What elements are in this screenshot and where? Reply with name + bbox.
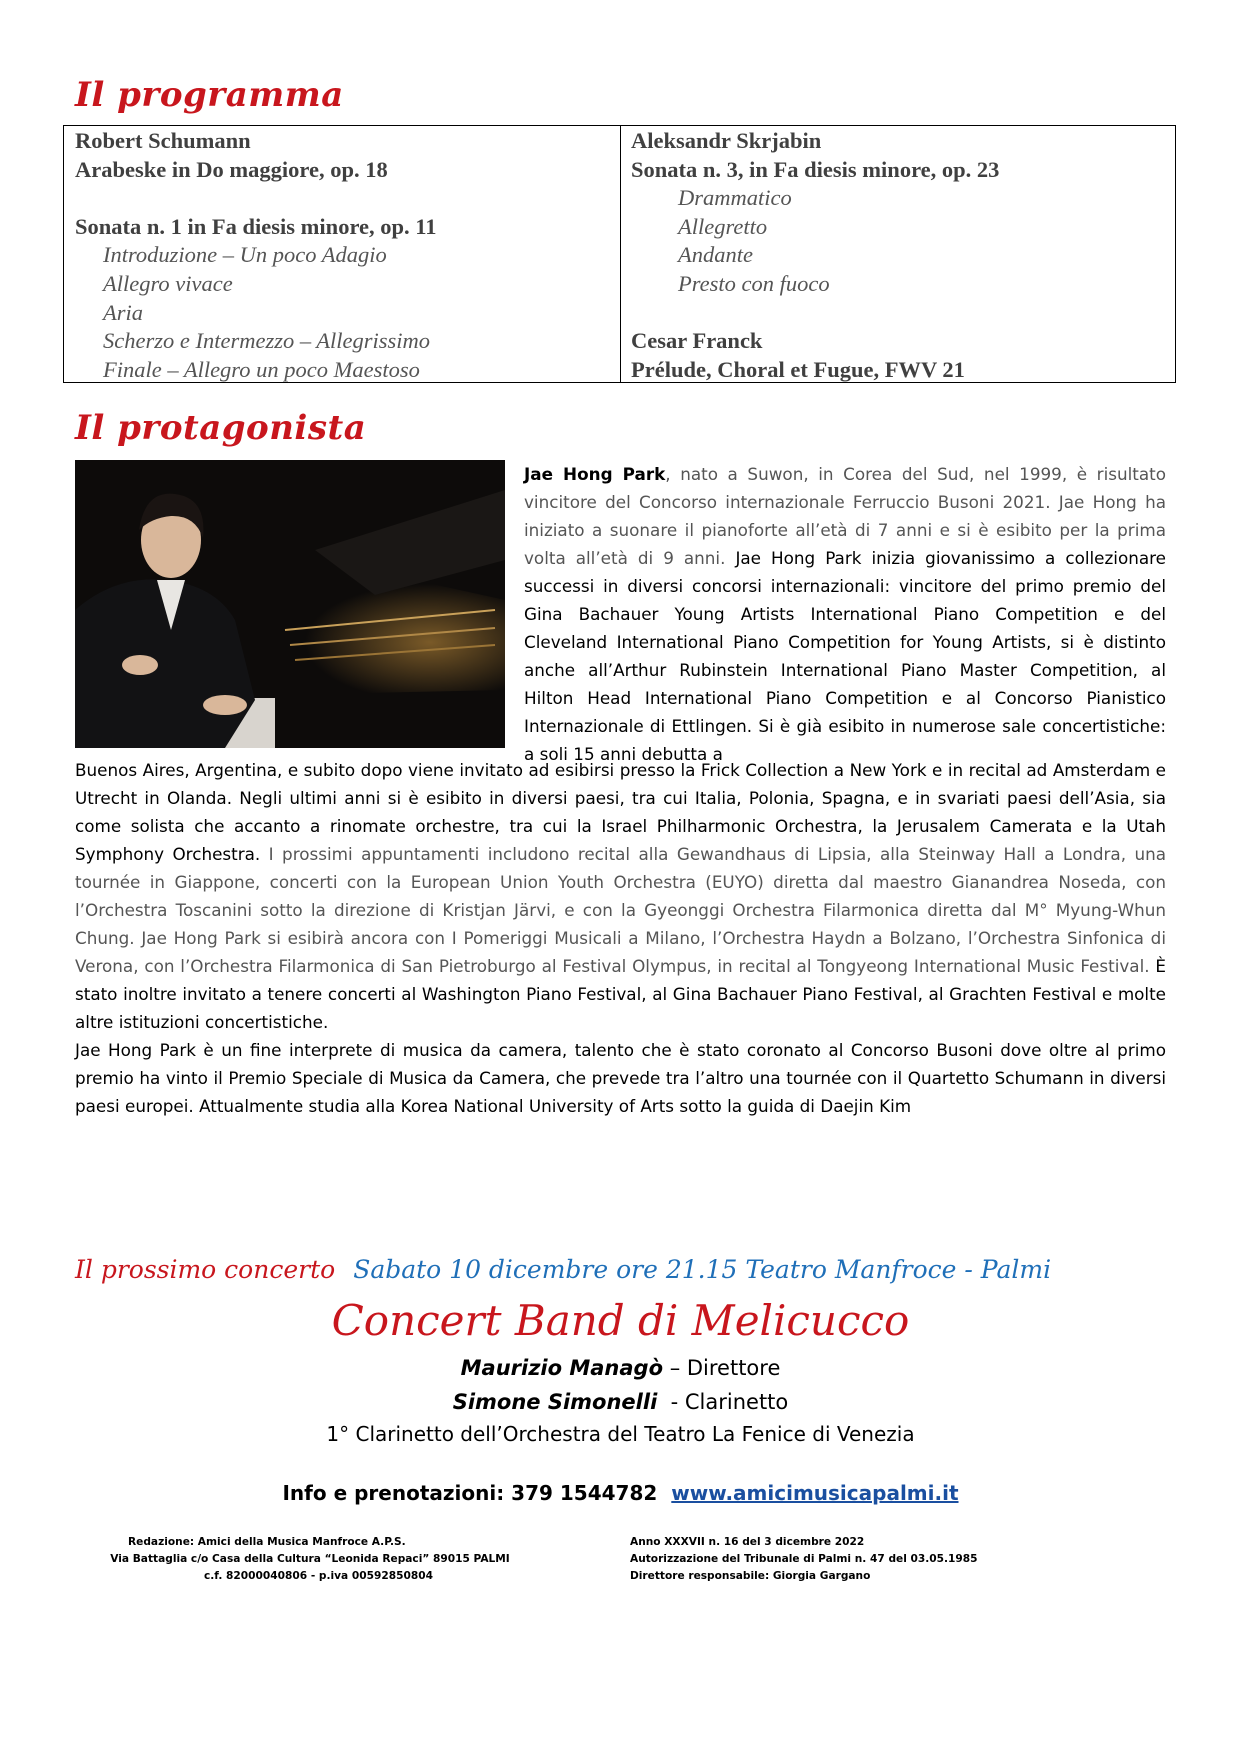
footer-line: Redazione: Amici della Musica Manfroce A.P.S. <box>128 1536 406 1548</box>
bio-sentence: Buenos Aires, Argentina, e subito dopo viene invitato ad esibirsi presso la Frick Collection a New York e in recital ad Amsterdam e Utrecht in Olanda. Negli ultimi anni si è esibito in diversi paesi, tra cui Italia, Polonia, Spagna, e in svariati paesi dell’Asia, sia come solista che accanto a rinomate orchestre, tra cui la Israel Philharmonic Orchestra, la Jerusalem Camerata e la Utah Symphony Orchestra. <box>75 760 1166 864</box>
bio-text-top <box>524 460 1166 768</box>
next-concert-label: Il prossimo concerto <box>75 1255 336 1284</box>
bio-text-bottom <box>75 756 1166 1120</box>
director-line <box>0 1356 1241 1380</box>
movement: Scherzo e Intermezzo – Allegrissimo <box>103 328 431 354</box>
spacer <box>75 184 610 213</box>
movement: Drammatico <box>678 185 792 211</box>
work-prelude-catalogue: , FWV 21 <box>873 356 965 382</box>
soloist-note: 1° Clarinetto dell’Orchestra del Teatro La Fenice di Venezia <box>326 1422 915 1446</box>
programme-column-left <box>64 126 621 382</box>
work-sonata-1: Sonata n. 1 in Fa diesis minore, op. 11 <box>75 213 437 239</box>
bio-paragraph-1 <box>524 460 1166 768</box>
website-link[interactable]: www.amicimusicapalmi.it <box>671 1481 959 1505</box>
composer-franck: Cesar Franck <box>631 328 763 354</box>
soloist-name: Simone Simonelli <box>452 1390 658 1414</box>
movement: Andante <box>678 242 753 268</box>
pianist-name: Jae Hong Park <box>524 464 666 484</box>
soloist-line <box>0 1390 1241 1414</box>
next-concert-line <box>75 1255 1166 1284</box>
footer-line: Via Battaglia c/o Casa della Cultura “Leonida Repaci” 89015 PALMI <box>110 1553 510 1565</box>
footer-line: Autorizzazione del Tribunale di Palmi n. 47 del 03.05.1985 <box>630 1553 978 1565</box>
work-prelude <box>631 356 1165 385</box>
programme-heading: Il programma <box>75 75 344 115</box>
band-title: Concert Band di Melicucco <box>331 1296 910 1345</box>
protagonist-heading: Il protagonista <box>75 408 367 448</box>
composer-schumann: Robert Schumann <box>75 128 251 153</box>
pianist-photo <box>75 460 505 748</box>
programme-column-right <box>621 126 1175 382</box>
work-sonata-3: Sonata n. 3, in Fa diesis minore, op. 23 <box>631 156 1000 182</box>
work-arabeske: Arabeske in Do maggiore, op. 18 <box>75 156 388 182</box>
movement: Allegretto <box>678 213 768 239</box>
movement: Introduzione – Un poco Adagio <box>103 242 387 268</box>
bio-sentence: , nato a Suwon, in Corea del Sud, nel 1999, è risultato vincitore del Concorso internazionale Ferruccio Busoni 2021. Jae Hong ha iniziato a suonare il pianoforte all’età di 7 anni e si è esibito per la prima volta all’età di 9 anni. <box>524 464 1166 568</box>
movement: Aria <box>103 299 144 325</box>
footer-right <box>630 1534 978 1585</box>
footer-left <box>90 1534 530 1585</box>
footer-line: Direttore responsabile: Giorgia Gargano <box>630 1570 871 1582</box>
bio-sentence: Jae Hong Park inizia giovanissimo a collezionare successi in diversi concorsi internazionali: vincitore del primo premio del Gina Bachauer Young Artists International Piano Competition e del Cleveland International Piano Competition for Young Artists, si è distinto anche all’Arthur Rubinstein International Piano Master Competition, al Hilton Head International Piano Competition e al Concorso Pianistico Internazionale di Ettlingen. Si è già esibito in numerose sale concertistiche: a soli 15 anni debutta a <box>524 548 1166 764</box>
bio-paragraph-2 <box>75 756 1166 1036</box>
movement: Presto con fuoco <box>678 270 830 296</box>
spacer <box>631 299 1165 328</box>
soloist-role: - Clarinetto <box>657 1390 789 1414</box>
bio-sentence: È stato inoltre invitato a tenere concerti al Washington Piano Festival, al Gina Bachauer Piano Festival, al Grachten Festival e molte altre istituzioni concertistiche. <box>75 956 1166 1032</box>
director-name: Maurizio Managò <box>460 1356 664 1380</box>
next-concert-when: Sabato 10 dicembre ore 21.15 Teatro Manfroce - Palmi <box>353 1255 1052 1284</box>
work-prelude-title: Prélude, Choral et Fugue <box>631 356 874 382</box>
movement: Finale – Allegro un poco Maestoso <box>103 356 420 382</box>
footer-line: c.f. 82000040806 - p.iva 00592850804 <box>204 1570 433 1582</box>
movement: Allegro vivace <box>103 270 233 296</box>
info-label: Info e prenotazioni: 379 1544782 <box>282 1481 658 1505</box>
footer-line: Anno XXXVII n. 16 del 3 dicembre 2022 <box>630 1536 865 1548</box>
programme-table <box>63 125 1176 383</box>
bio-sentence: I prossimi appuntamenti includono recital alla Gewandhaus di Lipsia, alla Steinway Hall a Londra, una tournée in Giappone, concerti con la European Union Youth Orchestra (EUYO) diretta dal maestro Gianandrea Noseda, con l’Orchestra Toscanini sotto la direzione di Kristjan Järvi, e con la Gyeonggi Orchestra Filarmonica diretta dal M° Myung-Whun Chung. Jae Hong Park si esibirà ancora con I Pomeriggi Musicali a Milano, l’Orchestra Haydn a Bolzano, l’Orchestra Sinfonica di Verona, con l’Orchestra Filarmonica di San Pietroburgo al Festival Olympus, in recital al Tongyeong International Music Festival. <box>75 844 1167 976</box>
director-role: – Direttore <box>663 1356 781 1380</box>
info-line <box>0 1481 1241 1505</box>
pianist-photo-icon <box>75 460 505 748</box>
composer-skrjabin: Aleksandr Skrjabin <box>631 128 822 153</box>
bio-paragraph-3: Jae Hong Park è un fine interprete di musica da camera, talento che è stato coronato al Concorso Busoni dove oltre al primo premio ha vinto il Premio Speciale di Musica da Camera, che prevede tra l’altro una tournée con il Quartetto Schumann in diversi paesi europei. Attualmente studia alla Korea National University of Arts sotto la guida di Daejin Kim <box>75 1040 1166 1116</box>
